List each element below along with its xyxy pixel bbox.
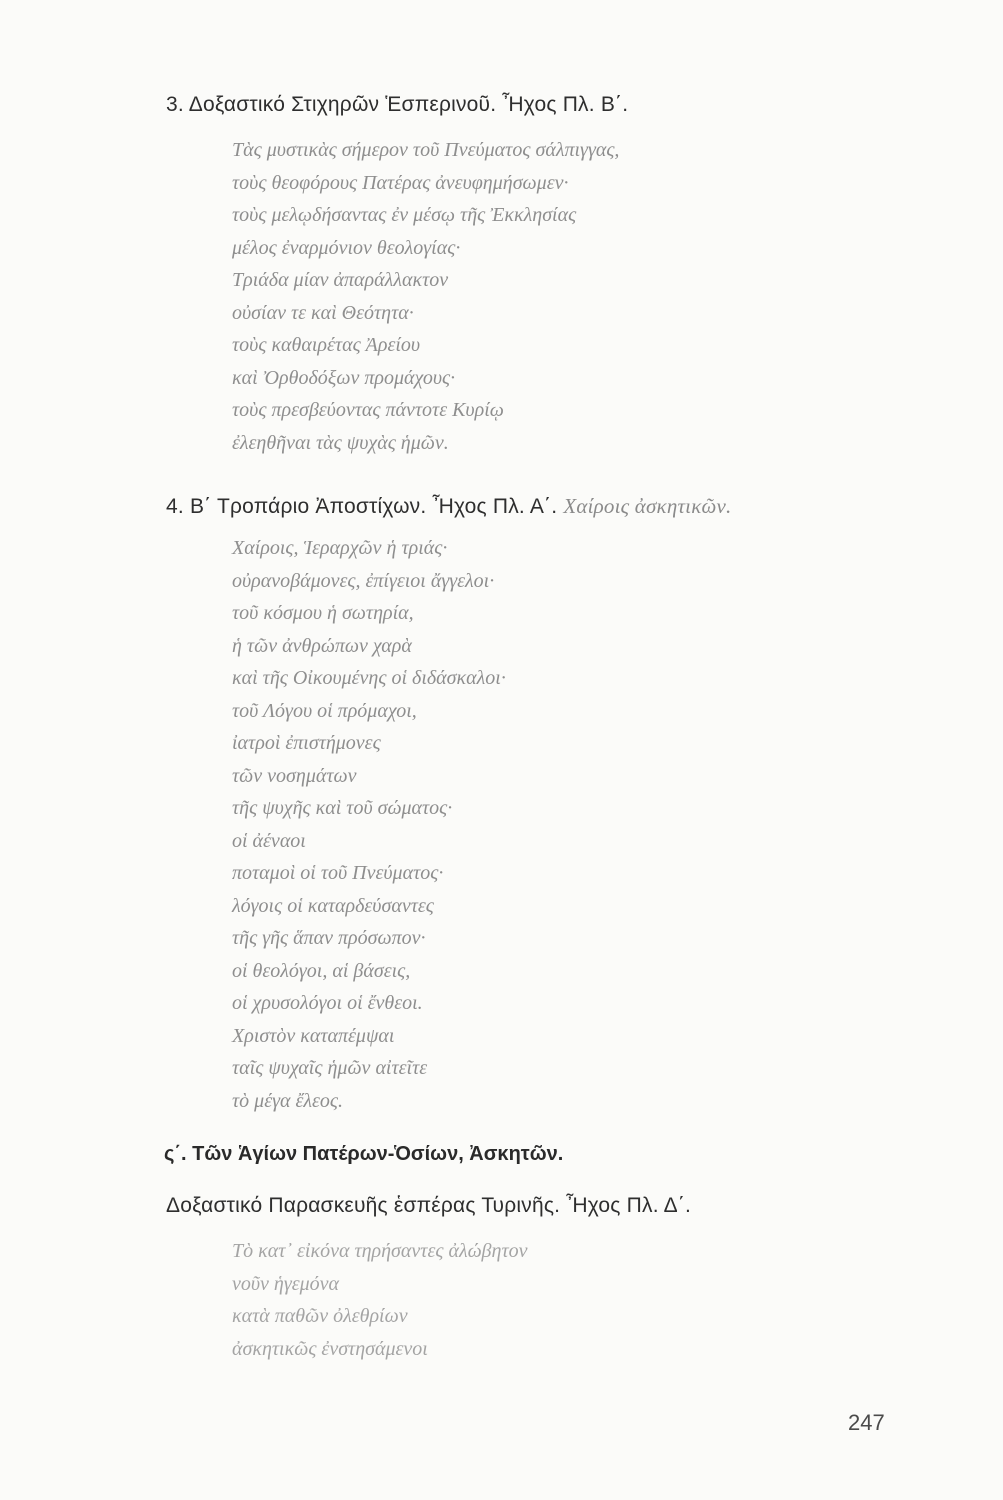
hymn-line: μέλος ἐναρμόνιον θεολογίας· [232, 236, 461, 259]
hymn-line: λόγοις οἱ καταρδεύσαντες [232, 894, 434, 917]
hymn-line: τοῦ κόσμου ἡ σωτηρία, [232, 602, 414, 624]
section-title: ς΄. Τῶν Ἁγίων Πατέρων-Ὁσίων, Ἀσκητῶν. [164, 1143, 564, 1165]
hymn-line: οἱ ἀέναοι [232, 829, 306, 852]
hymn-line: οὐσίαν τε καὶ Θεότητα· [232, 301, 414, 324]
hymn-line: ταῖς ψυχαῖς ἡμῶν αἰτεῖτε [232, 1057, 428, 1079]
section-3-heading: 3. Δοξαστικό Στιχηρῶν Ἑσπερινοῦ. Ἦχος Πλ. Β΄. [166, 93, 629, 116]
hymn-line: Τὸ κατ᾽ εἰκόνα τηρήσαντες ἀλώβητον [232, 1240, 528, 1262]
hymn-line: νοῦν ἡγεμόνα [232, 1272, 340, 1295]
hymn-line: ἡ τῶν ἀνθρώπων χαρὰ [232, 634, 412, 657]
hymn-line: Χαίροις, Ἱεραρχῶν ἡ τριάς· [232, 537, 448, 559]
hymn-line: ποταμοὶ οἱ τοῦ Πνεύματος· [232, 862, 444, 884]
page-number: 247 [848, 1410, 885, 1435]
hymn-line: τὸ μέγα ἔλεος. [232, 1089, 343, 1112]
hymn-line: Τριάδα μίαν ἀπαράλλακτον [232, 269, 449, 291]
hymn-line: ἀσκητικῶς ἐνστησάμενοι [232, 1337, 428, 1360]
section-5-hymn [232, 1235, 527, 1365]
hymn-line: τῆς ψυχῆς καὶ τοῦ σώματος· [232, 797, 453, 819]
section-4-heading-text: 4. Β΄ Τροπάριο Ἀποστίχων. Ἦχος Πλ. Α΄. [166, 495, 558, 518]
section-4-heading [166, 494, 732, 519]
hymn-line: ἐλεηθῆναι τὰς ψυχὰς ἡμῶν. [232, 431, 449, 454]
hymn-line: οὐρανοβάμονες, ἐπίγειοι ἄγγελοι· [232, 569, 495, 592]
section-3-hymn [232, 134, 619, 459]
hymn-line: τοὺς μελῳδήσαντας ἐν μέσῳ τῆς Ἐκκλησίας [232, 204, 577, 226]
hymn-line: κατὰ παθῶν ὀλεθρίων [232, 1305, 408, 1327]
hymn-line: τῆς γῆς ἅπαν πρόσωπον· [232, 927, 426, 949]
hymn-line: τοῦ Λόγου οἱ πρόμαχοι, [232, 699, 417, 722]
hymn-line: τοὺς καθαιρέτας Ἀρείου [232, 334, 421, 356]
hymn-line: Χριστὸν καταπέμψαι [232, 1024, 395, 1047]
section-4-hymn [232, 532, 506, 1117]
hymn-line: οἱ θεολόγοι, αἱ βάσεις, [232, 959, 411, 982]
section-5-heading: Δοξαστικό Παρασκευῆς ἑσπέρας Τυρινῆς. Ἦχος Πλ. Δ΄. [166, 1194, 692, 1217]
hymn-line: οἱ χρυσολόγοι οἱ ἔνθεοι. [232, 992, 423, 1014]
section-4-tone-name: Χαίροις ἀσκητικῶν. [563, 494, 732, 518]
hymn-line: Τὰς μυστικὰς σήμερον τοῦ Πνεύματος σάλπιγγας, [232, 139, 620, 161]
hymn-line: τοὺς πρεσβεύοντας πάντοτε Κυρίῳ [232, 399, 504, 421]
hymn-line: καὶ τῆς Οἰκουμένης οἱ διδάσκαλοι· [232, 667, 506, 689]
hymn-line: τῶν νοσημάτων [232, 764, 357, 787]
hymn-line: ἰατροὶ ἐπιστήμονες [232, 732, 381, 754]
hymn-line: τοὺς θεοφόρους Πατέρας ἀνευφημήσωμεν· [232, 171, 569, 194]
hymn-line: καὶ Ὀρθοδόξων προμάχους· [232, 366, 456, 389]
